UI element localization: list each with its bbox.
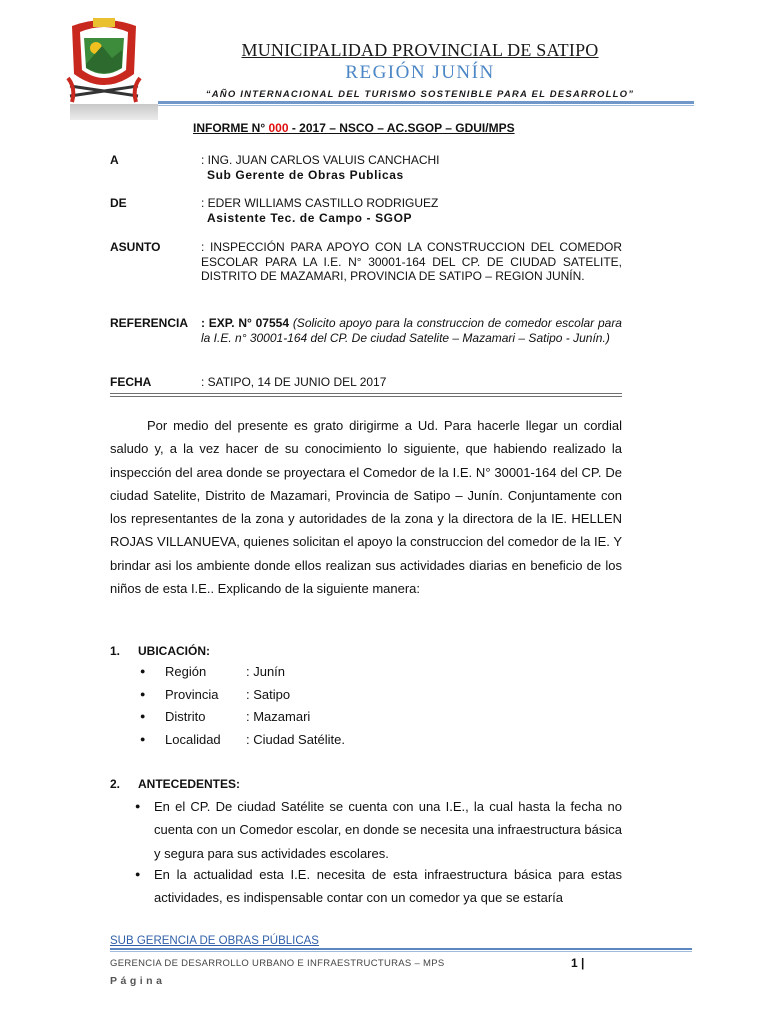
section-number: 2. xyxy=(110,777,121,791)
bullet-icon: ● xyxy=(140,666,146,676)
field-label-asunto: ASUNTO xyxy=(110,240,161,254)
year-motto: “AÑO INTERNACIONAL DEL TURISMO SOSTENIBLE PARA EL DESARROLLO” xyxy=(205,89,635,100)
footer-gerencia: GERENCIA DE DESARROLLO URBANO E INFRAESTRUCTURAS – MPS xyxy=(110,958,445,969)
footer-rule xyxy=(110,948,692,950)
location-value: : Mazamari xyxy=(246,709,311,724)
location-key: Localidad xyxy=(165,732,221,747)
field-label-fecha: FECHA xyxy=(110,375,152,389)
field-label-a: A xyxy=(110,153,119,167)
header-rule-thin xyxy=(158,105,694,106)
location-key: Distrito xyxy=(165,709,206,724)
informe-number: 000 xyxy=(268,121,289,135)
section-title: UBICACIÓN: xyxy=(138,644,210,658)
municipal-coat-of-arms-logo xyxy=(66,16,142,106)
field-value-de xyxy=(201,196,622,225)
recipient-name: : ING. JUAN CARLOS VALUIS CANCHACHI xyxy=(201,153,440,167)
header-rule xyxy=(158,101,694,104)
location-row xyxy=(140,732,345,755)
section-heading-antecedentes xyxy=(110,777,240,791)
section-number: 1. xyxy=(110,644,121,658)
antecedente-text: En la actualidad esta I.E. necesita de esta infraestructura básica para estas actividades, es indispensable contar con un comedor ya que se estaría xyxy=(154,867,622,906)
coat-of-arms-icon xyxy=(66,16,142,106)
field-value-asunto: : INSPECCIÓN PARA APOYO CON LA CONSTRUCCION DEL COMEDOR ESCOLAR PARA LA I.E. N° 30001-164 DEL CP. DE CIUDAD SATELITE, DISTRITO DE MAZAMARI, PROVINCIA DE SATIPO – REGION JUNÍN. xyxy=(201,240,622,283)
location-row xyxy=(140,687,290,710)
intro-paragraph: Por medio del presente es grato dirigirme a Ud. Para hacerle llegar un cordial saludo y, a la vez hacer de su conocimiento lo siguiente, que habiendo realizado la inspección del area donde se proyectara el Comedor de la I.E. N° 30001-164 del CP. De ciudad Satelite, Distrito de Mazamari, Provincia de Satipo – Junín. Conjuntamente con los representantes de la zona y autoridades de la zona y la directora de la IE. HELLEN ROJAS VILLANUEVA, quienes solicitan el apoyo la construccion del comedor de la IE. Y brindar asi los ambiente donde ellos realizan sus actividades diarias en beneficio de los niños de esta I.E.. Explicando de la siguiente manera: xyxy=(110,418,622,597)
location-row xyxy=(140,709,310,732)
location-row xyxy=(140,664,285,687)
informe-title xyxy=(193,121,515,135)
section-heading-ubicacion xyxy=(110,644,210,658)
bullet-icon: ● xyxy=(135,869,141,879)
region-title: REGIÓN JUNÍN xyxy=(345,62,495,83)
sender-role: Asistente Tec. de Campo - SGOP xyxy=(207,210,413,225)
page-number: 1 | xyxy=(571,956,585,970)
footer-subgerencia-link[interactable]: SUB GERENCIA DE OBRAS PÚBLICAS xyxy=(110,935,319,947)
field-value-a xyxy=(201,153,622,182)
divider xyxy=(110,393,622,394)
bullet-icon: ● xyxy=(140,734,146,744)
footer-rule-thin xyxy=(110,951,692,952)
antecedente-text: En el CP. De ciudad Satélite se cuenta con una I.E., la cual hasta la fecha no cuenta con un Comedor escolar, en donde se necesita una infraestructura básica y segura para sus actividades escolares. xyxy=(154,799,622,861)
bullet-icon: ● xyxy=(135,801,141,811)
bullet-icon: ● xyxy=(140,711,146,721)
page-label: Página xyxy=(110,975,166,987)
referencia-detail: (Solicito apoyo para la construccion de comedor escolar para la I.E. n° 30001-164 del CP. De ciudad Satelite – Mazamari – Satipo - Junín.) xyxy=(201,316,622,345)
referencia-exp: : EXP. N° 07554 xyxy=(201,316,290,330)
antecedente-item xyxy=(135,863,622,910)
divider-double xyxy=(110,396,622,397)
recipient-role: Sub Gerente de Obras Publicas xyxy=(207,167,404,182)
bullet-icon: ● xyxy=(140,689,146,699)
location-value: : Junín xyxy=(246,664,286,679)
municipality-title: MUNICIPALIDAD PROVINCIAL DE SATIPO xyxy=(241,40,599,60)
antecedente-item xyxy=(135,795,622,865)
location-value: : Satipo xyxy=(246,687,291,702)
informe-suffix: - 2017 – NSCO – AC.SGOP – GDUI/MPS xyxy=(288,121,515,135)
field-value-referencia xyxy=(201,316,622,345)
location-key: Región xyxy=(165,664,207,679)
informe-prefix: INFORME N° xyxy=(193,121,266,135)
field-label-de: DE xyxy=(110,196,127,210)
location-key: Provincia xyxy=(165,687,219,702)
field-label-referencia: REFERENCIA xyxy=(110,316,189,330)
location-value: : Ciudad Satélite. xyxy=(246,732,346,747)
section-title: ANTECEDENTES: xyxy=(138,777,241,791)
sender-name: : EDER WILLIAMS CASTILLO RODRIGUEZ xyxy=(201,196,439,210)
field-value-fecha: : SATIPO, 14 DE JUNIO DEL 2017 xyxy=(201,375,387,389)
header-shade-decoration xyxy=(70,104,158,120)
